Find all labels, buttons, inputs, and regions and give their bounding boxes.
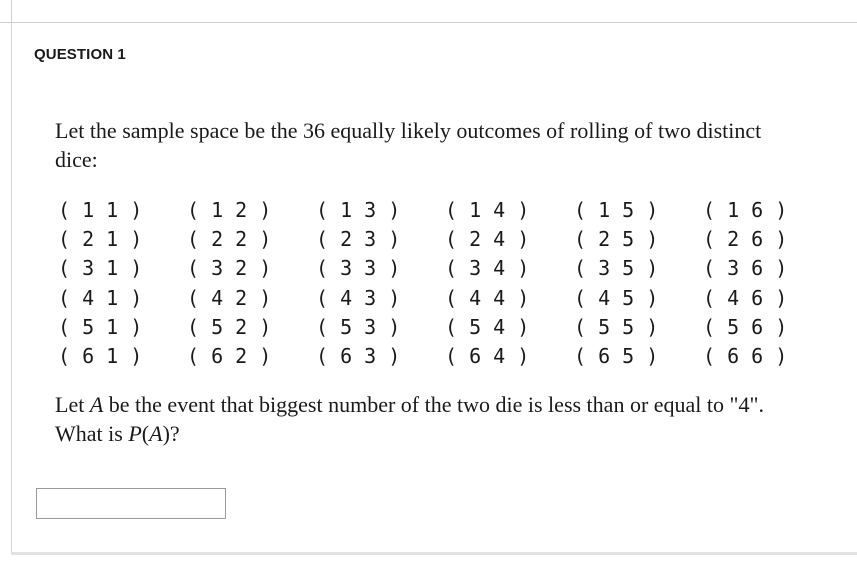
left-divider	[11, 0, 12, 23]
outcome-cell: ( 4 6 )	[703, 285, 788, 310]
outcome-cell: ( 5 4 )	[445, 314, 530, 339]
outcome-grid	[58, 196, 798, 371]
outcome-cell: ( 3 1 )	[58, 256, 143, 281]
outcome-cell: ( 1 3 )	[316, 198, 401, 222]
outcome-cell: ( 6 3 )	[316, 344, 401, 369]
outcome-cell: ( 5 1 )	[58, 314, 143, 339]
question-text	[55, 390, 795, 448]
outcome-cell: ( 3 5 )	[574, 256, 659, 281]
outcome-cell: ( 4 5 )	[574, 285, 659, 310]
outcome-cell: ( 1 2 )	[187, 198, 272, 222]
probability-open-paren: (	[141, 421, 150, 446]
outcome-cell: ( 5 6 )	[703, 314, 788, 339]
bottom-divider	[11, 552, 857, 555]
outcome-cell: ( 3 6 )	[703, 256, 788, 281]
outcome-cell: ( 6 1 )	[58, 344, 143, 369]
outcome-cell: ( 1 4 )	[445, 198, 530, 222]
outcome-cell: ( 2 4 )	[445, 227, 530, 252]
outcome-cell: ( 6 4 )	[445, 344, 530, 369]
outcome-cell: ( 1 5 )	[574, 198, 659, 222]
outcome-cell: ( 5 2 )	[187, 314, 272, 339]
outcome-cell: ( 6 5 )	[574, 344, 659, 369]
outcome-cell: ( 2 3 )	[316, 227, 401, 252]
outcome-cell: ( 4 2 )	[187, 285, 272, 310]
outcome-cell: ( 2 2 )	[187, 227, 272, 252]
outcome-cell: ( 2 5 )	[574, 227, 659, 252]
outcome-cell: ( 4 4 )	[445, 285, 530, 310]
outcome-cell: ( 3 2 )	[187, 256, 272, 281]
outcome-cell: ( 1 1 )	[58, 198, 143, 222]
probability-symbol: P	[128, 421, 142, 446]
event-text-2: be the event that biggest number of the two die is less than or equal to "4". What is	[55, 392, 764, 446]
outcome-cell: ( 2 6 )	[703, 227, 788, 252]
outcome-cell: ( 5 5 )	[574, 314, 659, 339]
outcome-cell: ( 1 6 )	[703, 198, 788, 222]
event-variable: A	[89, 392, 104, 417]
outcome-cell: ( 2 1 )	[58, 227, 143, 252]
outcome-cell: ( 5 3 )	[316, 314, 401, 339]
answer-input[interactable]	[36, 488, 226, 519]
top-divider	[0, 0, 857, 23]
outcome-cell: ( 3 3 )	[316, 256, 401, 281]
probability-argument: A	[149, 421, 163, 446]
outcome-cell: ( 6 6 )	[703, 344, 788, 369]
outcome-cell: ( 4 3 )	[316, 285, 401, 310]
question-heading: QUESTION 1	[34, 46, 126, 63]
outcome-cell: ( 3 4 )	[445, 256, 530, 281]
outcome-cell: ( 6 2 )	[187, 344, 272, 369]
event-text-1: Let	[55, 392, 90, 417]
probability-close: )?	[162, 421, 180, 446]
question-prompt: Let the sample space be the 36 equally likely outcomes of rolling of two distinct dice:	[55, 118, 762, 172]
outcome-cell: ( 4 1 )	[58, 285, 143, 310]
